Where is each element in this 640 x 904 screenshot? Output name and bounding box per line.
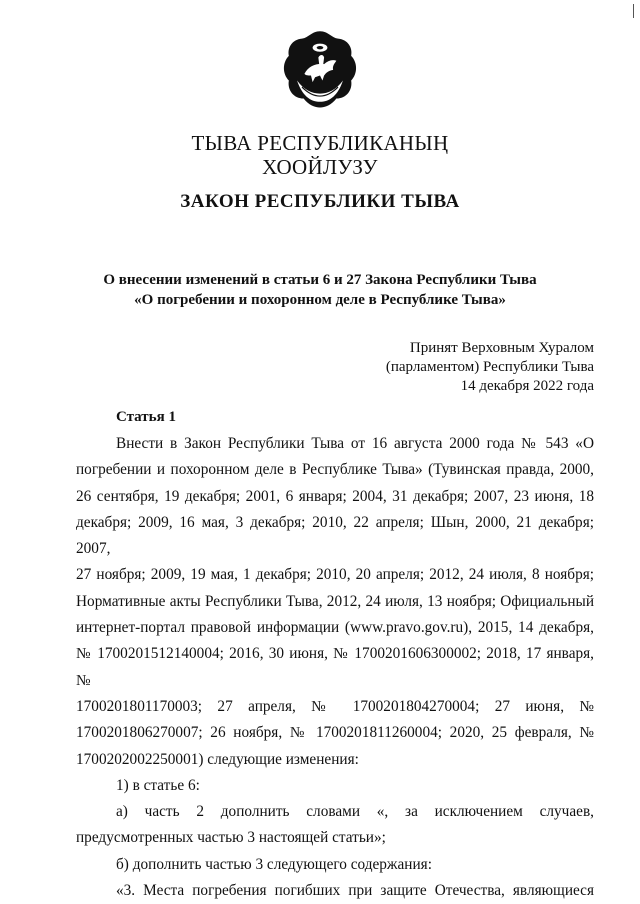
- republic-heading: [0, 131, 640, 179]
- body-line: б) дополнить частью 3 следующего содержания:: [116, 855, 432, 873]
- body-line: интернет-портал правовой информации (www.pravo.gov.ru), 2015, 14 декабря,: [76, 619, 594, 637]
- body-line: 26 сентября, 19 декабря; 2001, 6 января; 2004, 31 декабря; 2007, 23 июня, 18: [76, 487, 594, 505]
- body-line: 27 ноября; 2009, 19 мая, 1 декабря; 2010, 20 апреля; 2012, 24 июля, 8 ноября;: [76, 566, 594, 584]
- adoption-line-1: Принят Верховным Хуралом: [409, 340, 594, 356]
- scan-mark: [633, 4, 634, 18]
- article-body: [76, 431, 594, 904]
- coat-of-arms-emblem: [279, 28, 361, 110]
- body-line: декабря; 2009, 16 мая, 3 декабря; 2010, 22 апреля; Шын, 2000, 21 декабря; 2007,: [76, 513, 594, 558]
- law-title: [0, 270, 640, 310]
- body-line: 1700201806270007; 26 ноября, № 1700201811260004; 2020, 25 февраля, №: [76, 724, 594, 742]
- body-line: «3. Места погребения погибших при защите Отечества, являющиеся: [116, 882, 594, 900]
- law-heading: ЗАКОН РЕСПУБЛИКИ ТЫВА: [180, 191, 460, 212]
- republic-heading-line-2: ХООЙЛУЗУ: [262, 155, 378, 179]
- body-line: а) часть 2 дополнить словами «, за исключением случаев,: [116, 803, 594, 821]
- adoption-date: 14 декабря 2022 года: [460, 378, 594, 394]
- body-line: 1) в статье 6:: [116, 776, 200, 794]
- body-line: предусмотренных частью 3 настоящей статьи»;: [76, 829, 386, 847]
- body-line: 1700201801170003; 27 апреля, № 1700201804270004; 27 июня, №: [76, 697, 594, 715]
- body-line: № 1700201512140004; 2016, 30 июня, № 1700201606300002; 2018, 17 января, №: [76, 645, 594, 689]
- law-title-line-1: О внесении изменений в статьи 6 и 27 Закона Республики Тыва: [103, 272, 537, 288]
- article-title: Статья 1: [116, 409, 176, 425]
- body-line: погребении и похоронном деле в Республике Тыва» (Тувинская правда, 2000,: [76, 461, 594, 479]
- adoption-block: [386, 339, 594, 396]
- adoption-line-2: (парламентом) Республики Тыва: [385, 359, 594, 375]
- law-title-line-2: «О погребении и похоронном деле в Республике Тыва»: [134, 292, 506, 308]
- body-line: Нормативные акты Республики Тыва, 2012, 24 июля, 13 ноября; Официальный: [76, 592, 594, 610]
- body-line: 1700202002250001) следующие изменения:: [76, 750, 359, 768]
- republic-heading-line-1: ТЫВА РЕСПУБЛИКАНЫҢ: [191, 131, 449, 155]
- body-line: Внести в Закон Республики Тыва от 16 августа 2000 года № 543 «О: [116, 435, 594, 452]
